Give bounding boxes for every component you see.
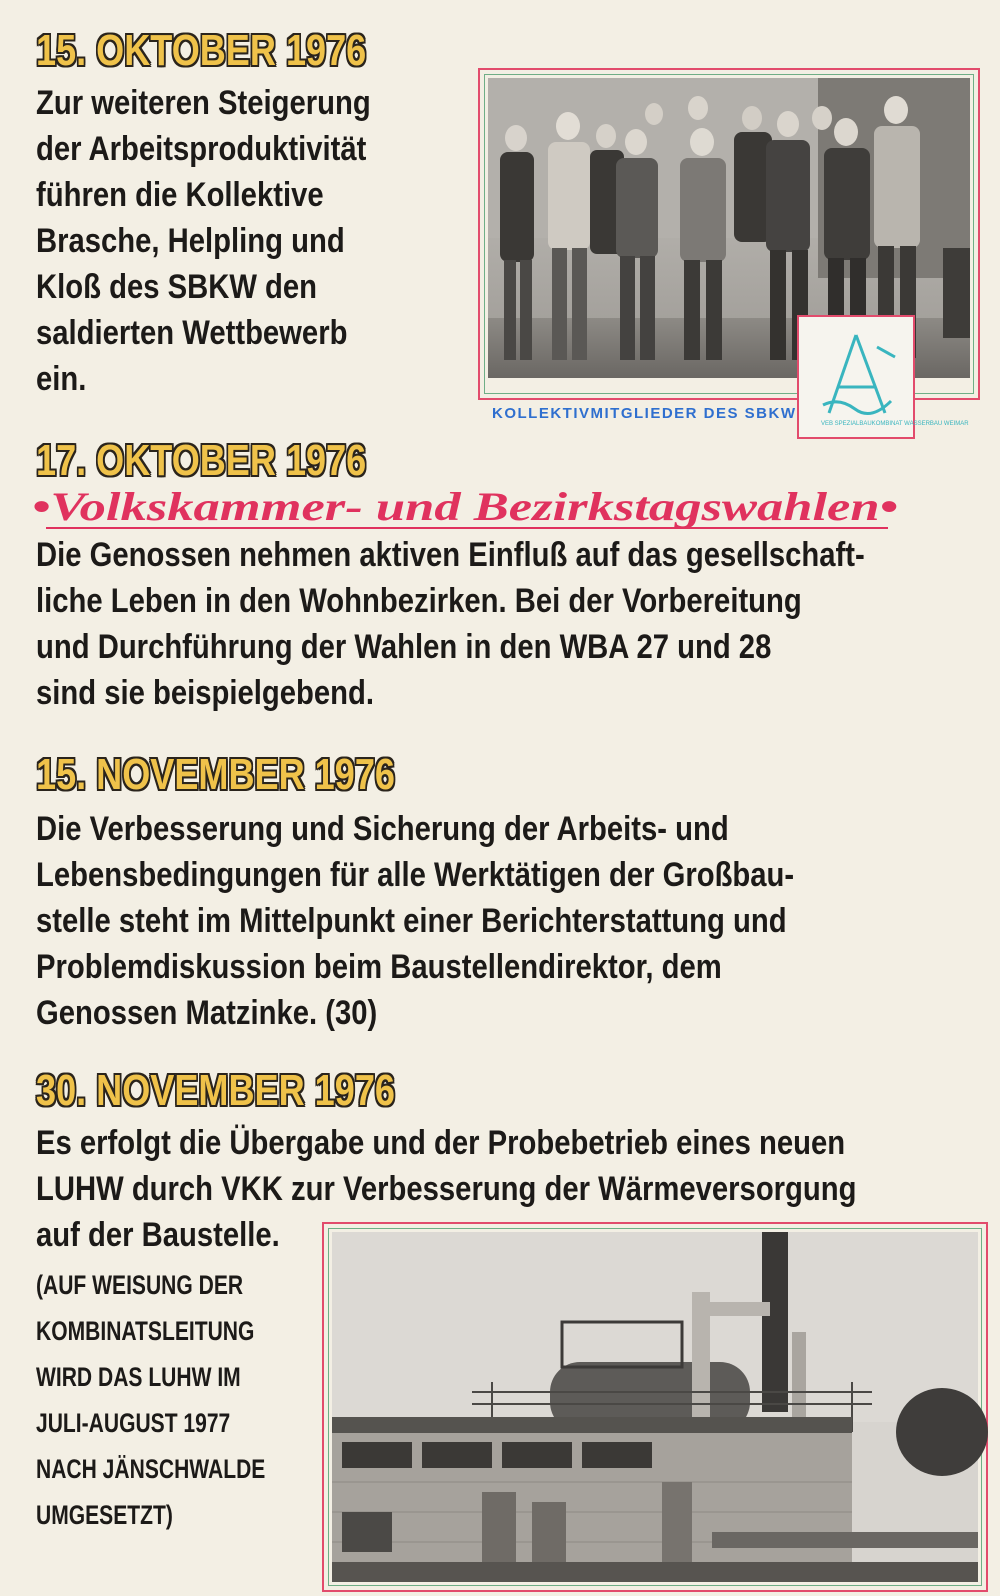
text-line: auf der Baustelle.	[36, 1216, 280, 1254]
text-line: Die Verbesserung und Sicherung der Arbeits- und	[36, 810, 729, 848]
plant-photo	[332, 1232, 978, 1582]
photo-caption: KOLLEKTIVMITGLIEDER DES SBKW	[492, 405, 797, 422]
emblem-logo	[799, 317, 969, 437]
note-line: UMGESETZT)	[36, 1500, 173, 1530]
date-heading: 30. NOVEMBER 1976	[36, 1066, 395, 1115]
note-line: WIRD DAS LUHW IM	[36, 1362, 241, 1392]
text-line: Lebensbedingungen für alle Werktätigen der Großbau-	[36, 856, 795, 894]
text-line: führen die Kollektive	[36, 176, 324, 214]
date-heading: 17. OKTOBER 1976	[36, 436, 367, 485]
text-line: ein.	[36, 360, 87, 398]
text-line: stelle steht im Mittelpunkt einer Berichterstattung und	[36, 902, 787, 940]
text-line: der Arbeitsproduktivität	[36, 130, 367, 168]
date-heading: 15. NOVEMBER 1976	[36, 750, 395, 799]
script-title-svg	[32, 486, 902, 534]
note-line: KOMBINATSLEITUNG	[36, 1316, 255, 1346]
text-line: Zur weiteren Steigerung	[36, 84, 371, 122]
text-line: Es erfolgt die Übergabe und der Probebetrieb eines neuen	[36, 1124, 846, 1162]
section-text	[36, 806, 794, 1036]
section-text	[36, 80, 371, 402]
kombinat-emblem	[797, 315, 969, 439]
text-line: Die Genossen nehmen aktiven Einfluß auf das gesellschaft-	[36, 536, 865, 574]
section-text	[36, 532, 865, 716]
text-line: LUHW durch VKK zur Verbesserung der Wärmeversorgung	[36, 1170, 857, 1208]
text-line: sind sie beispielgebend.	[36, 674, 374, 712]
note-line: NACH JÄNSCHWALDE	[36, 1454, 266, 1484]
text-line: und Durchführung der Wahlen in den WBA 27 und 28	[36, 628, 772, 666]
text-line: Problemdiskussion beim Baustellendirektor, dem	[36, 948, 722, 986]
date-heading: 15. OKTOBER 1976	[36, 26, 367, 75]
script-title	[32, 486, 902, 534]
emblem-text: VEB SPEZIALBAUKOMBINAT WASSERBAU WEIMAR	[821, 421, 969, 427]
text-line: Brasche, Helpling und	[36, 222, 345, 260]
note-line: JULI-AUGUST 1977	[36, 1408, 231, 1438]
side-note	[36, 1262, 265, 1538]
script-title-text: •Volkskammer- und Bezirkstagswahlen•	[32, 484, 898, 529]
text-line: Kloß des SBKW den	[36, 268, 318, 306]
text-line: saldierten Wettbewerb	[36, 314, 348, 352]
plant-photo-image	[332, 1232, 978, 1582]
text-line: Genossen Matzinke. (30)	[36, 994, 378, 1032]
note-line: (AUF WEISUNG DER	[36, 1270, 244, 1300]
text-line: liche Leben in den Wohnbezirken. Bei der Vorbereitung	[36, 582, 802, 620]
